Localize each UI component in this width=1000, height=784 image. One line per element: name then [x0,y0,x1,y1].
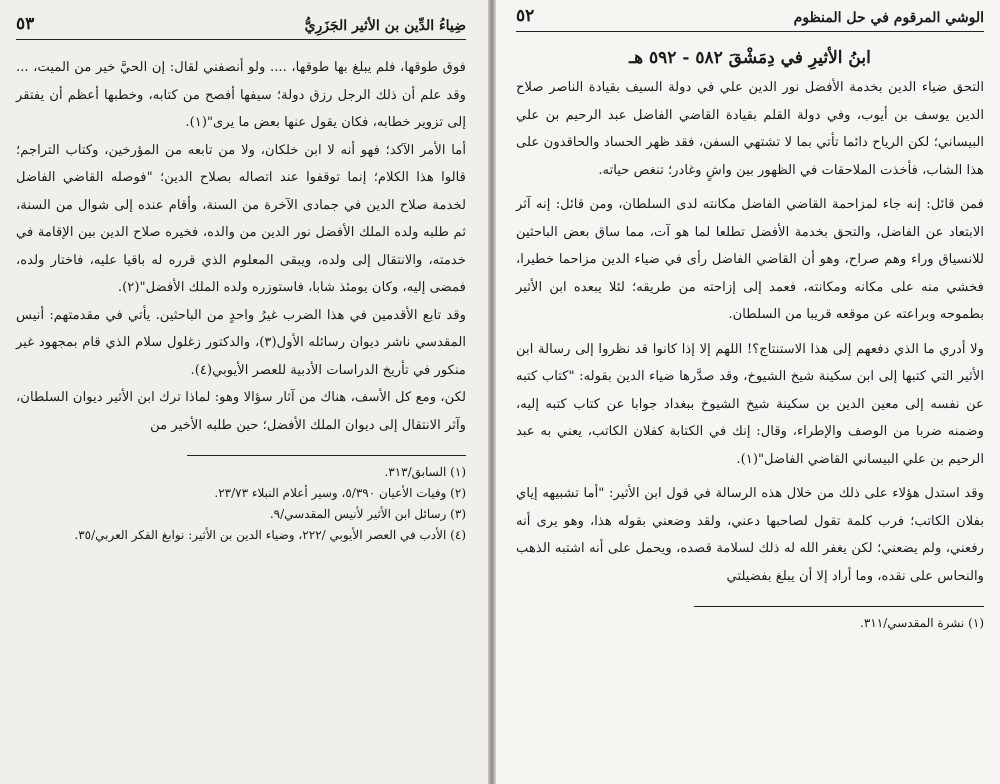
left-footnote-2: (٢) وفيات الأعيان ٥/٣٩٠، وسير أعلام النبلاء ٢٣/٧٣. [214,486,466,500]
right-running-title: الوشي المرقوم في حل المنظوم [793,10,984,26]
left-paragraph-2: أما الأمر الآكد؛ فهو أنه لا ابن خلكان، ولا من تابعه من المؤرخين، وكتاب التراجم؛ قالوا هذا الكلام؛ إنما توقفوا عند اتصاله بصلاح الدين؛ "فوصله القاضي الفاضل لخدمة صلاح الدين في جمادى الآخرة من السنة، وأقام عنده إلى شوال من السنة، ثم طلبه ولده الملك الأفضل نور الدين من والده، فخيره صلاح الدين بين الإقامة في خدمته، والانتقال إلى ولده، ويبقى المعلوم الذي قرره له باقيا عليه، فاختار ولده، فمضى إليه، وكان يومئذ شابا، فاستوزره ولده الملك الأفضل"(٢). [16,142,466,295]
left-footnote-rule [187,455,466,456]
left-footnote-1: (١) السابق/٣١٣. [384,465,466,479]
right-running-header [516,6,984,32]
section-title: ابنُ الأثيرِ في دِمَشْقَ ٥٨٢ - ٥٩٢ هـ [629,48,871,68]
right-paragraph-4: وقد استدل هؤلاء على ذلك من خلال هذه الرسالة في قول ابن الأثير: "أما تشبيهه إياي بفلان الكاتب؛ فرب كلمة تقول لصاحبها دعني، ولقد وضعني بقوله هذا، وهو يرى أنه رفعني، ولم يضعني؛ لكن يغفر الله له ذلك لسلامة قصده، ويحمل على أنه اشتبه الذهب والنحاس على نقده، وما أراد إلا أن يبلغ بفضيلتي [516,486,984,584]
left-footnotes [16,462,466,546]
right-page-number: ٥٢ [516,6,535,26]
right-page [496,0,1000,784]
left-footnote-4: (٤) الأدب في العصر الأيوبي /٢٢٢، وضياء الدين بن الأثير: نوابغ الفكر العربي/٣٥. [74,528,466,542]
right-footnotes [516,613,984,634]
left-page [0,0,488,784]
left-paragraph-3: وقد تابع الأقدمين في هذا الضرب غيرُ واحدٍ من الباحثين. يأتي في مقدمتهم: أنيس المقدسي ناشر ديوان رسائله الأول(٣)، والدكتور زغلول سلام الذي قام بمجهود غير منكور في تأريخ الدراسات الأدبية للعصر الأيوبي(٤). [16,307,467,378]
left-page-number: ٥٣ [16,14,35,34]
left-paragraph-1: فوق طوقها، فلم يبلغ بها طوقها، .... ولو أنصفني لقال: إن الحيَّ خير من الميت، ... وقد علم أن ذلك الرجل رزق دولة؛ سيفها أفصح من كتابه، وخطبها أعظم أن يفتقر إلى تزوير خطابه، فكان يقول عنها بعض ما يرى"(١). [16,60,466,130]
book-gutter [488,0,496,784]
left-running-title: ضِياءُ الدِّين بن الأثير الجَزَرِيُّ [304,18,466,34]
right-paragraph-1: التحق ضياء الدين بخدمة الأفضل نور الدين علي في دولة السيف بقيادة الناصر صلاح الدين يوسف بن أيوب، وفي دولة القلم بقيادة القاضي الفاضل عبد الرحيم بن علي البيساني؛ لكن الرياح دائما تأتي بما لا تشتهي السفن، فقد ظهر الحساد والحاقدون على هذا الشاب، فأخذت الملاحقات في الظهور بين واشٍ وغادر؛ تنغص حياته. [516,80,984,178]
right-paragraph-3: ولا أدري ما الذي دفعهم إلى هذا الاستنتاج؟! اللهم إلا إذا كانوا قد نظروا إلى رسالة ابن الأثير التي كتبها إلى ابن سكينة شيخ الشيوخ، وقد صدَّرها ضياء الدين بقوله: "كتاب كتبه عن نفسه إلى معين الدين بن سكينة شيخ الشيوخ ببغداد جوابا عن كتاب كتبه إليه، وضمنه ضربا من الوصف والإطراء، وقال: إنك في الكتابة كفلان الكاتب، يعني به عبد الرحيم بن علي البيساني القاضي الفاضل"(١). [516,341,984,467]
left-body-text [16,54,466,439]
left-running-header [16,14,466,40]
right-body-text [516,74,984,590]
left-paragraph-4: لكن، ومع كل الأسف، هناك من آثار سؤالا وهو: لماذا ترك ابن الأثير ديوان السلطان، وآثر الانتقال إلى ديوان الملك الأفضل؛ حين طلبه الأخير من [16,390,466,433]
right-footnote-rule [694,606,984,607]
right-footnote-1: (١) نشرة المقدسي/٣١١. [860,616,984,630]
right-paragraph-2: فمن قائل: إنه جاء لمزاحمة القاضي الفاضل مكانته لدى السلطان، ومن قائل: إنه آثر الابتعاد عن الفاضل، والتحق بخدمة الأفضل تطلعا لما هو آت، مما ساق بعض الباحثين للانسياق وراء وهم صراح، وهو أن القاضي الفاضل رأى في ضياء الدين مزاحما خطيرا، فخشي منه على مكانه ومكانته، فعمد إلى إزاحته من طريقه؛ لئلا يبعده ابن الأثير بطموحه وبراعته عن موقعه قريبا من السلطان. [516,197,984,322]
left-footnote-3: (٣) رسائل ابن الأثير لأنيس المقدسي/٩. [269,507,466,521]
